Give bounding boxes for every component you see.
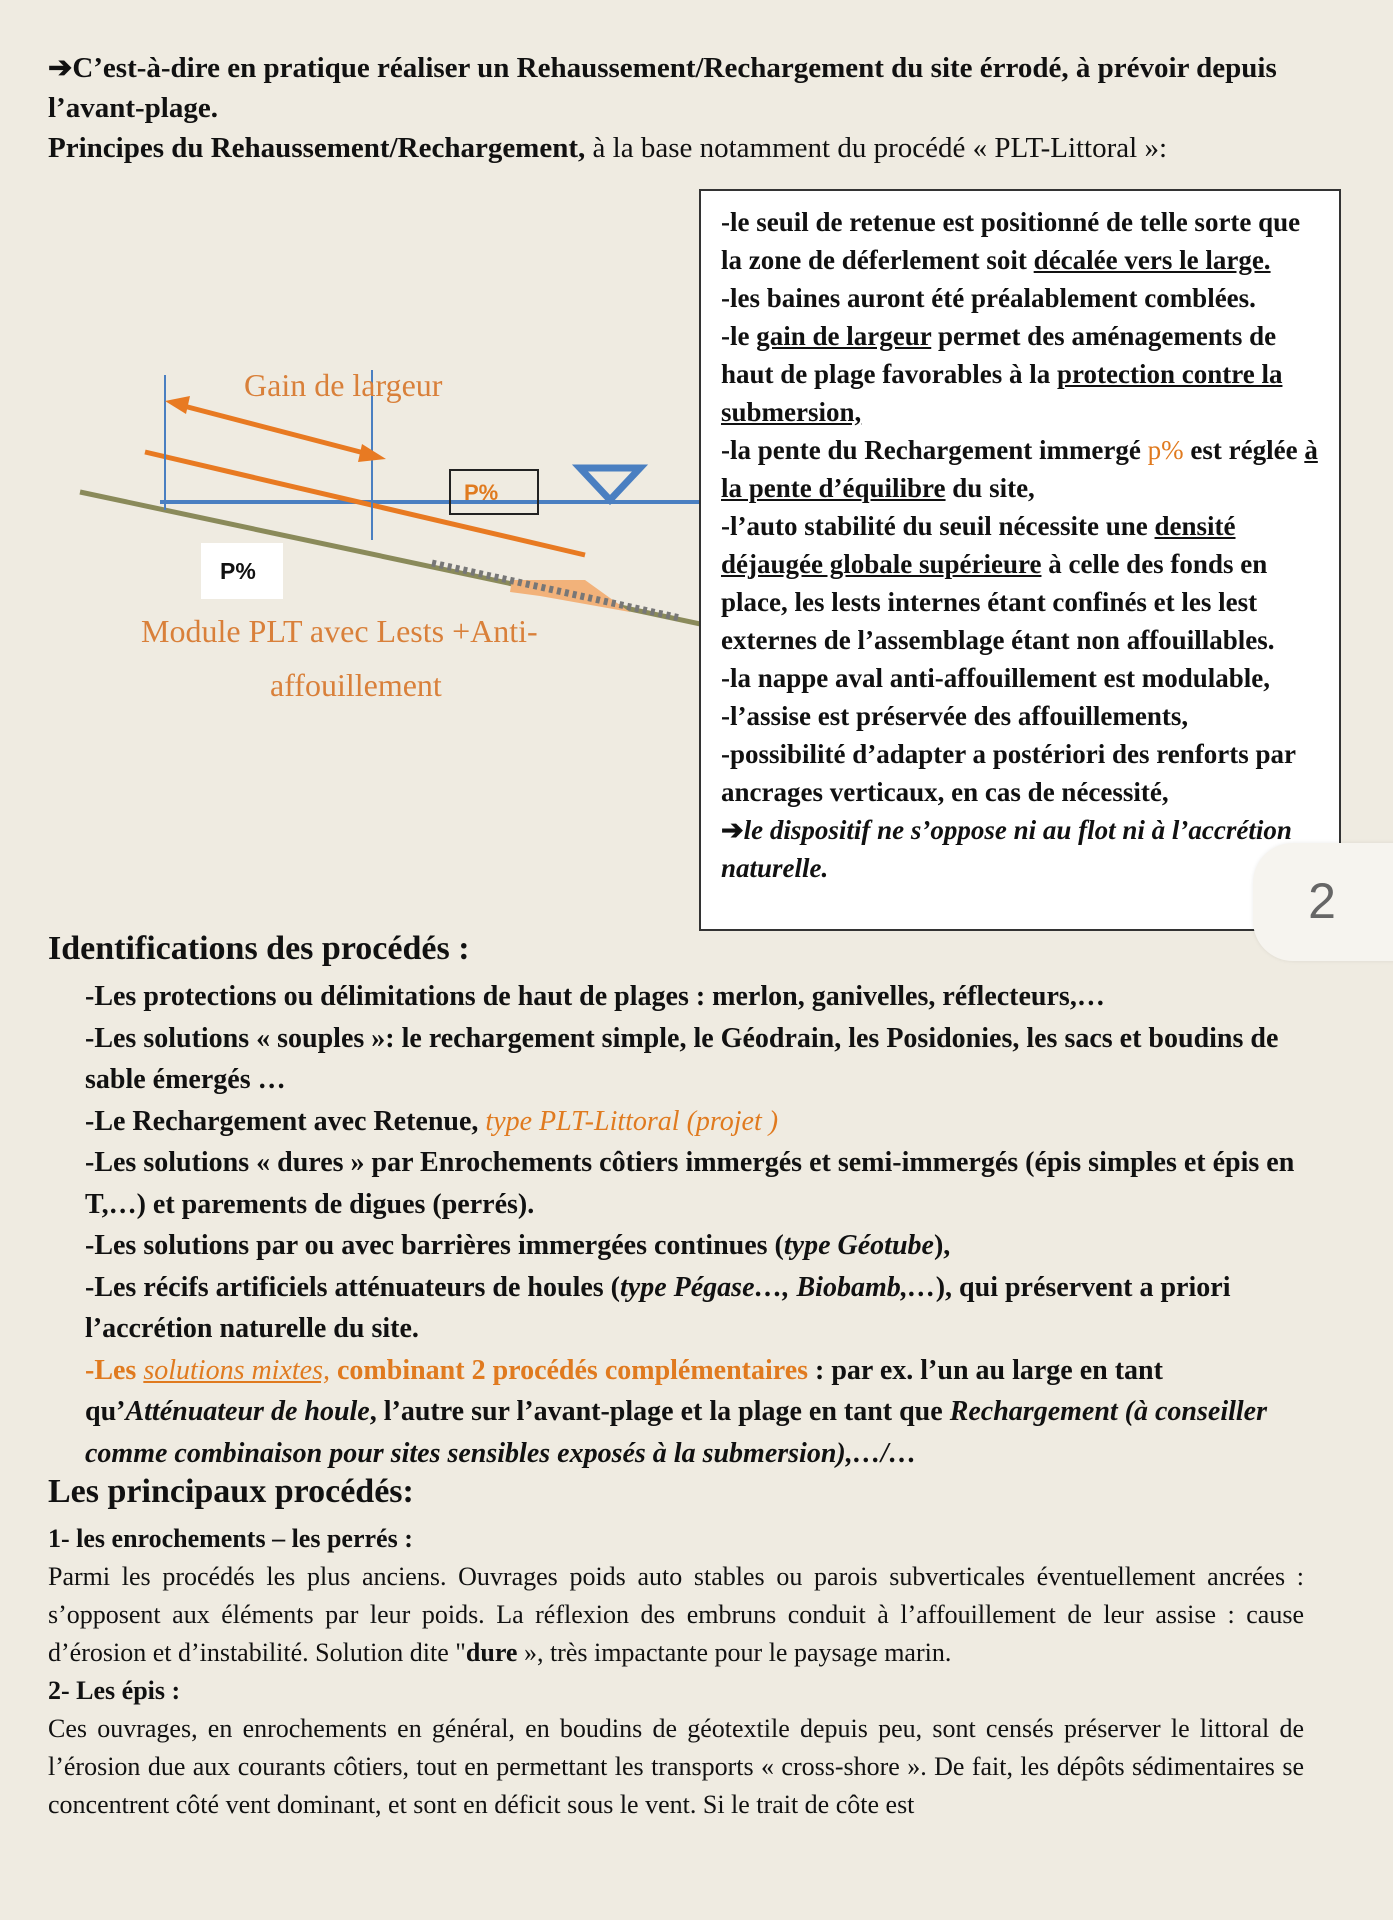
paragraph-epis: Ces ouvrages, en enrochements en général, en boudins de géotextile depuis peu, sont censés préserver le littoral de l’érosion due aux courants côtiers, tout en permettant les transports « cross-shore ». De fait, les dépôts sédimentaires se concentrent côté vent dominant, et sont en déficit sous le vent. Si le trait de côte est (48, 1714, 1304, 1819)
gain-arrow (180, 405, 368, 454)
module-label-2: affouillement (270, 667, 442, 703)
module-label-1: Module PLT avec Lests +Anti- (141, 613, 538, 649)
arrow-left-icon (165, 396, 190, 414)
rechargement-diagram (70, 360, 710, 720)
list-item: -Les solutions « souples »: le rechargement simple, le Géodrain, les Posidonies, les sacs et boudins de sable émergés … (85, 1022, 1279, 1095)
box-item-6: -la nappe aval anti-affouillement est modulable, (721, 663, 1271, 693)
list-item: -Les solutions « dures » par Enrochements côtiers immergés et semi-immergés (épis simples et épis en T,…) et parements de digues (perrés). (85, 1147, 1295, 1220)
principaux-body (48, 1520, 1304, 1824)
p-percent-box-label: P% (464, 480, 499, 505)
arrow-right-icon: ➔ (721, 815, 744, 845)
identifications-list (85, 976, 1345, 1474)
box-item-9: ➔le dispositif ne s’oppose ni au flot ni à l’accrétion naturelle. (721, 815, 1292, 883)
list-item: -Les récifs artificiels atténuateurs de houles (type Pégase…, Biobamb,…), qui préservent a priori l’accrétion naturelle du site. (85, 1271, 1231, 1344)
section-title-principaux: Les principaux procédés: (48, 1473, 414, 1510)
list-item: -Les protections ou délimitations de haut de plages : merlon, ganivelles, réflecteurs,… (85, 981, 1105, 1012)
box-item-8: -possibilité d’adapter a postériori des renforts par ancrages verticaux, en cas de nécessité, (721, 739, 1296, 807)
principles-box (699, 189, 1341, 931)
box-item-3: -le gain de largeur permet des aménagements de haut de plage favorables à la protection contre la submersion, (721, 321, 1283, 427)
section-title-identifications: Identifications des procédés : (48, 930, 470, 967)
intro-paragraph (48, 48, 1348, 168)
intro-line-2: Principes du Rehaussement/Rechargement, à la base notamment du procédé « PLT-Littoral »: (48, 132, 1168, 164)
subsection-title-epis: 2- Les épis : (48, 1676, 181, 1705)
list-item: -Les solutions par ou avec barrières immergées continues (type Géotube), (85, 1230, 951, 1261)
subsection-title-enrochements: 1- les enrochements – les perrés : (48, 1524, 413, 1553)
water-level-icon (580, 468, 640, 500)
paragraph-enrochements: Parmi les procédés les plus anciens. Ouvrages poids auto stables ou parois subverticales éventuellement ancrées : s’opposent aux éléments par leur poids. La réflexion des embruns conduit à l’affouillement de leur assise : cause d’érosion et d’instabilité. Solution dite "dure », très impactante pour le paysage marin. (48, 1562, 1304, 1667)
page-number: 2 (1308, 873, 1336, 929)
box-item-7: -l’assise est préservée des affouillements, (721, 701, 1189, 731)
p-percent-left-label: P% (220, 558, 256, 584)
box-item-4: -la pente du Rechargement immergé p% est réglée à la pente d’équilibre du site, (721, 435, 1318, 503)
list-item: -Les solutions mixtes, combinant 2 procédés complémentaires : par ex. l’un au large en tant qu’Atténuateur de houle, l’autre sur l’avant-plage et la plage en tant que Rechargement (à conseiller comme combinaison pour sites sensibles exposés à la submersion),…/… (85, 1354, 1267, 1469)
box-item-5: -l’auto stabilité du seuil nécessite une densité déjaugée globale supérieure à celle des fonds en place, les lests internes étant confinés et les lest externes de l’assemblage étant non affouillables. (721, 511, 1275, 655)
box-item-2: -les baines auront été préalablement comblées. (721, 283, 1256, 313)
list-item: -Le Rechargement avec Retenue, type PLT-Littoral (projet ) (85, 1105, 779, 1137)
box-item-1: -le seuil de retenue est positionné de telle sorte que la zone de déferlement soit décalée vers le large. (721, 207, 1301, 275)
gain-label: Gain de largeur (244, 367, 443, 403)
arrow-right-icon: ➔ (48, 52, 73, 84)
intro-line-1: ➔C’est-à-dire en pratique réaliser un Rehaussement/Rechargement du site érrodé, à prévoir depuis l’avant-plage. (48, 52, 1277, 124)
